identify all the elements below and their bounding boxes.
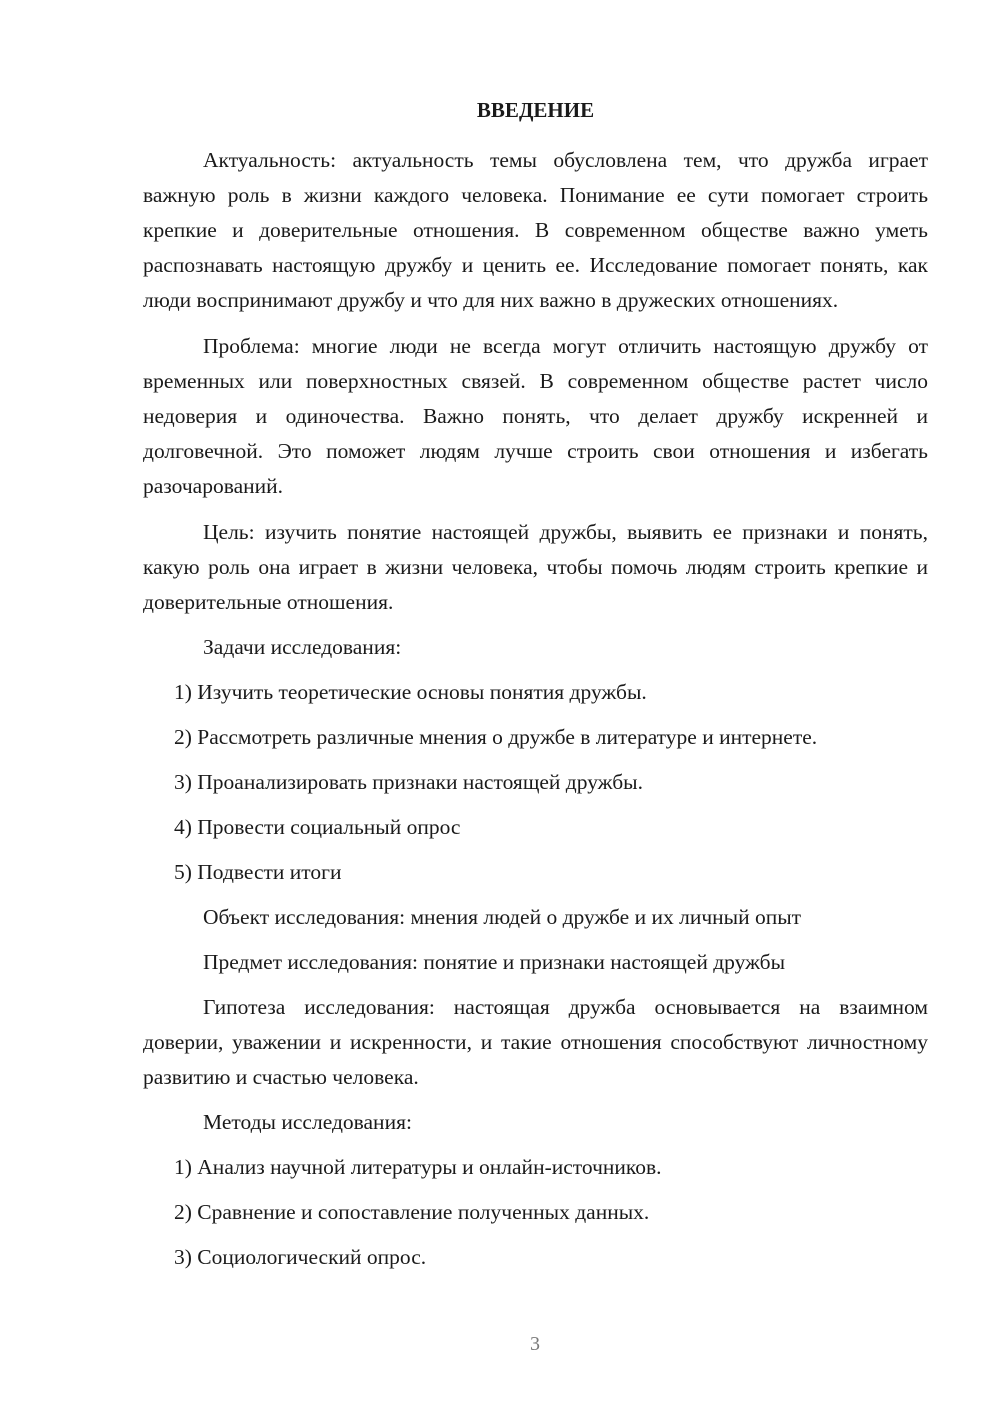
methods-heading: Методы исследования: — [203, 1110, 412, 1134]
task-item: 5) Подвести итоги — [174, 860, 342, 884]
object-line: Объект исследования: мнения людей о дружбе и их личный опыт — [203, 905, 802, 929]
page-title: ВВЕДЕНИЕ — [476, 98, 595, 122]
method-item: 1) Анализ научной литературы и онлайн-источников. — [174, 1155, 662, 1179]
subject-line: Предмет исследования: понятие и признаки настоящей дружбы — [203, 950, 786, 974]
hypothesis-paragraph: Гипотеза исследования: настоящая дружба основывается на взаимном доверии, уважении и искренности, и такие отношения способствуют личностному развитию и счастью человека. — [143, 995, 928, 1089]
method-item: 2) Сравнение и сопоставление полученных данных. — [174, 1200, 650, 1224]
task-item: 1) Изучить теоретические основы понятия дружбы. — [174, 680, 647, 704]
method-item: 3) Социологический опрос. — [174, 1245, 427, 1269]
task-item: 3) Проанализировать признаки настоящей дружбы. — [174, 770, 644, 794]
page-number: 3 — [530, 1333, 540, 1355]
problem-paragraph: Проблема: многие люди не всегда могут отличить настоящую дружбу от временных или поверхностных связей. В современном обществе растет число недоверия и одиночества. Важно понять, что делает дружбу искренней и долговечной. Это поможет людям лучше строить свои отношения и избегать разочарований. — [143, 334, 928, 498]
goal-paragraph: Цель: изучить понятие настоящей дружбы, выявить ее признаки и понять, какую роль она играет в жизни человека, чтобы помочь людям строить крепкие и доверительные отношения. — [143, 520, 928, 614]
tasks-heading: Задачи исследования: — [203, 635, 402, 659]
document-body — [143, 143, 928, 1275]
task-item: 2) Рассмотреть различные мнения о дружбе в литературе и интернете. — [174, 725, 818, 749]
relevance-paragraph: Актуальность: актуальность темы обусловлена тем, что дружба играет важную роль в жизни каждого человека. Понимание ее сути помогает строить крепкие и доверительные отношения. В современном обществе важно уметь распознавать настоящую дружбу и ценить ее. Исследование помогает понять, как люди воспринимают дружбу и что для них важно в дружеских отношениях. — [143, 148, 928, 312]
task-item: 4) Провести социальный опрос — [174, 815, 461, 839]
